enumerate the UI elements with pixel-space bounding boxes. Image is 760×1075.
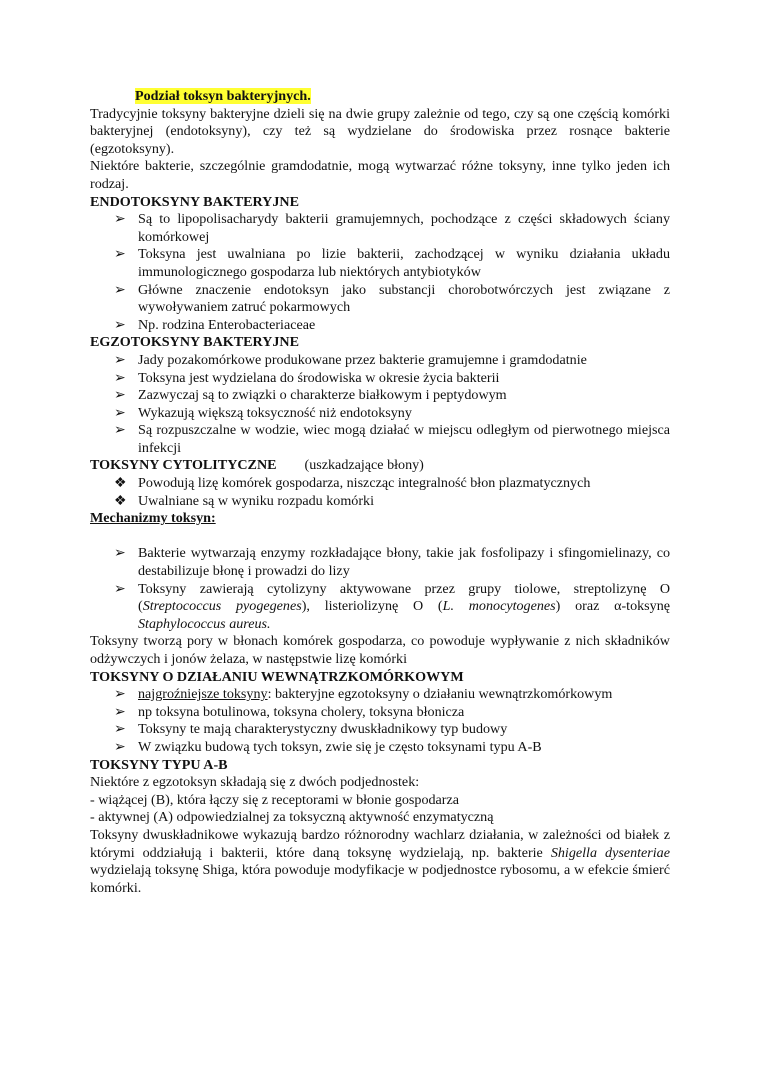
arrow-bullet-icon: ➢	[114, 351, 126, 368]
arrow-bullet-icon: ➢	[114, 580, 126, 597]
endotoxin-heading: ENDOTOKSYNY BAKTERYJNE	[90, 193, 299, 210]
list-item: ➢ Są rozpuszczalne w wodzie, wiec mogą działać w miejscu odległym od pierwotnego miejsca infekcji	[114, 422, 670, 456]
arrow-bullet-icon: ➢	[114, 246, 126, 263]
arrow-bullet-icon: ➢	[114, 369, 126, 386]
arrow-bullet-icon: ➢	[114, 387, 126, 404]
ab-line-3: - aktywnej (A) odpowiedzialnej za toksyczną aktywność enzymatyczną	[90, 809, 494, 826]
list-item: ➢ Toksyny zawierają cytolizyny aktywowane przez grupy tiolowe, streptolizynę O (Streptococcus pyogegenes), listeriolizynę O (L. monocytogenes) oraz α-toksynę Staphylococcus aureus.	[114, 580, 670, 632]
list-item: ➢ Np. rodzina Enterobacteriaceae	[114, 316, 316, 333]
list-item: ➢ Wykazują większą toksyczność niż endotoksyny	[114, 404, 412, 421]
exotoxin-list	[90, 352, 670, 458]
cytolytic-heading: TOKSYNY CYTOLITYCZNE (uszkadzające błony)	[90, 457, 424, 474]
arrow-bullet-icon: ➢	[114, 721, 126, 738]
arrow-bullet-icon: ➢	[114, 422, 126, 439]
ab-line-1: Niektóre z egzotoksyn składają się z dwóch podjednostek:	[90, 774, 420, 791]
mechanisms-list	[90, 545, 670, 633]
list-item: ➢ Toksyna jest uwalniana po lizie bakterii, zachodzącej w wyniku działania układu immunologicznego gospodarza lub niektórych antybiotyków	[114, 246, 670, 280]
ab-paragraph: Toksyny dwuskładnikowe wykazują bardzo różnorodny wachlarz działania, w zależności od białek z którymi oddziałują i bakterii, które daną toksynę wydzielają, np. bakterie Shigella dysenteriae wydzielają toksynę Shiga, która powoduje modyfikacje w podjednostce rybosomu, a w efekcie śmierć komórki.	[90, 826, 670, 896]
list-item: ❖ Powodują lizę komórek gospodarza, niszcząc integralność błon plazmatycznych	[114, 475, 591, 492]
intro-paragraph-1: Tradycyjnie toksyny bakteryjne dzieli się na dwie grupy zależnie od tego, czy są one częścią komórki bakteryjnej (endotoksyny), czy też są wydzielane do środowiska przez rosnące bakterie (egzotoksyny).	[90, 105, 670, 157]
list-item: ➢ Toksyna jest wydzielana do środowiska w okresie życia bakterii	[114, 369, 500, 386]
arrow-bullet-icon: ➢	[114, 211, 126, 228]
diamond-bullet-icon: ❖	[114, 475, 127, 492]
list-item: ➢ Główne znaczenie endotoksyn jako substancji chorobotwórczych jest związane z wywoływaniem zatruć pokarmowych	[114, 281, 670, 316]
arrow-bullet-icon: ➢	[114, 686, 126, 703]
arrow-bullet-icon: ➢	[114, 545, 126, 562]
list-item: ➢ np toksyna botulinowa, toksyna cholery, toksyna błonicza	[114, 703, 465, 720]
page-title: Podział toksyn bakteryjnych.	[135, 88, 311, 104]
arrow-bullet-icon: ➢	[114, 738, 126, 755]
ab-line-2: - wiążącej (B), która łączy się z receptorami w błonie gospodarza	[90, 791, 460, 808]
pores-paragraph: Toksyny tworzą pory w błonach komórek gospodarza, co powoduje wypływanie z nich składników odżywczych i jonów żelaza, w następstwie lizę komórki	[90, 633, 670, 667]
document-page	[90, 88, 670, 897]
list-item: ➢ Toksyny te mają charakterystyczny dwuskładnikowy typ budowy	[114, 721, 508, 738]
ab-toxin-heading: TOKSYNY TYPU A-B	[90, 756, 228, 773]
list-item: ➢ Jady pozakomórkowe produkowane przez bakterie gramujemne i gramdodatnie	[114, 351, 587, 368]
endotoxin-list	[90, 211, 670, 334]
cytolytic-note: (uszkadzające błony)	[304, 457, 424, 474]
list-item: ➢ Zazwyczaj są to związki o charakterze białkowym i peptydowym	[114, 387, 507, 404]
arrow-bullet-icon: ➢	[114, 404, 126, 421]
arrow-bullet-icon: ➢	[114, 316, 126, 333]
spacer	[90, 528, 670, 546]
list-item: ❖ Uwalniane są w wyniku rozpadu komórki	[114, 492, 375, 509]
list-item: ➢ W związku budową tych toksyn, zwie się je często toksynami typu A-B	[114, 738, 542, 755]
intro-paragraph-2: Niektóre bakterie, szczególnie gramdodatnie, mogą wytwarzać różne toksyny, inne tylko jeden ich rodzaj.	[90, 158, 670, 192]
list-item: ➢ najgroźniejsze toksyny: bakteryjne egzotoksyny o działaniu wewnątrzkomórkowym	[114, 686, 613, 703]
intracellular-heading: TOKSYNY O DZIAŁANIU WEWNĄTRZKOMÓRKOWYM	[90, 668, 464, 685]
title-row	[135, 88, 670, 106]
intracellular-list	[90, 686, 670, 756]
exotoxin-heading: EGZOTOKSYNY BAKTERYJNE	[90, 334, 299, 351]
diamond-bullet-icon: ❖	[114, 492, 127, 509]
cytolytic-list	[90, 475, 670, 510]
arrow-bullet-icon: ➢	[114, 281, 126, 298]
arrow-bullet-icon: ➢	[114, 703, 126, 720]
list-item: ➢ Bakterie wytwarzają enzymy rozkładające błony, takie jak fosfolipazy i sfingomielinazy, co destabilizuje błonę i prowadzi do lizy	[114, 545, 670, 580]
list-item: ➢ Są to lipopolisacharydy bakterii gramujemnych, pochodzące z części składowych ściany komórkowej	[114, 211, 670, 245]
mechanisms-heading: Mechanizmy toksyn:	[90, 510, 216, 527]
